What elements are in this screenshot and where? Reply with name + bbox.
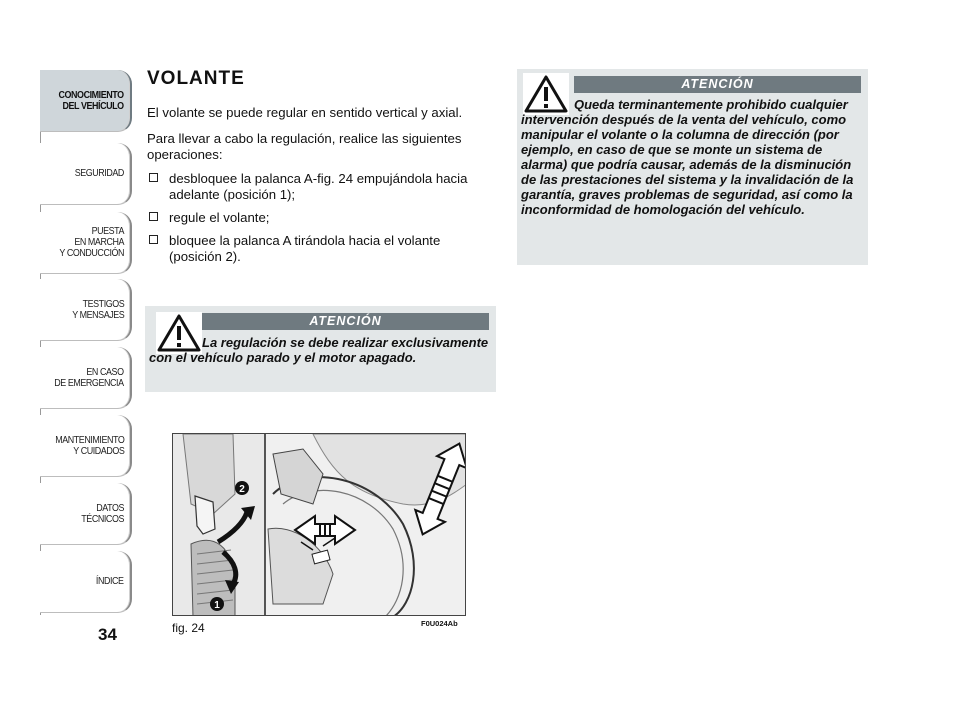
page-number: 34	[98, 625, 117, 644]
tab-label: CONOCIMIENTO DEL VEHÍCULO	[58, 88, 124, 112]
tab-label: ÍNDICE	[96, 575, 124, 587]
warning-box-right	[517, 69, 868, 265]
marker-1-label: 1	[214, 600, 220, 611]
tab-label: SEGURIDAD	[74, 167, 124, 179]
tab-mantenimiento[interactable]	[40, 415, 132, 477]
checkbox-bullet-icon	[149, 235, 158, 244]
list-item	[147, 233, 492, 265]
tab-label: MANTENIMIENTO Y CUIDADOS	[54, 433, 124, 457]
warning-heading: ATENCIÓN	[574, 76, 861, 93]
tab-puesta-en-marcha[interactable]	[40, 212, 132, 274]
steps-list	[147, 171, 492, 272]
tab-label: EN CASO DE EMERGENCIA	[54, 365, 124, 389]
tab-conocimiento-del-vehiculo[interactable]	[40, 70, 132, 132]
tab-indice[interactable]	[40, 551, 132, 613]
step-text: desbloquee la palanca A-fig. 24 empujándola hacia adelante (posición 1);	[169, 171, 468, 202]
checkbox-bullet-icon	[149, 173, 158, 182]
tab-label: TESTIGOS Y MENSAJES	[71, 297, 124, 321]
warning-heading: ATENCIÓN	[202, 313, 489, 330]
tab-label: DATOS TÉCNICOS	[81, 501, 124, 525]
instructions-intro: Para llevar a cabo la regulación, realice las siguientes operaciones:	[147, 131, 462, 162]
tab-en-caso-de-emergencia[interactable]	[40, 347, 132, 409]
tab-testigos-y-mensajes[interactable]	[40, 279, 132, 341]
tab-seguridad[interactable]	[40, 143, 132, 205]
figure-code: F0U024Ab	[421, 619, 458, 628]
step-text: regule el volante;	[169, 210, 270, 225]
marker-2-label: 2	[239, 484, 245, 495]
list-item	[147, 210, 492, 226]
checkbox-bullet-icon	[149, 212, 158, 221]
intro-paragraph: El volante se puede regular en sentido vertical y axial.	[147, 105, 463, 120]
figure-caption: fig. 24	[172, 621, 205, 635]
warning-text: Queda terminantemente prohibido cualquier intervención después de la venta del vehículo, como manipular el volante o la columna de dirección (por ejemplo, en caso de que se monte un sistema de alarma) que podría causar, además de la disminución de las prestaciones del sistema y la invalidación de la garantía, graves problemas de seguridad, así como la inconformidad de homologación del vehículo.	[521, 97, 854, 217]
list-item	[147, 171, 492, 203]
tab-datos-tecnicos[interactable]	[40, 483, 132, 545]
step-text: bloquee la palanca A tirándola hacia el volante (posición 2).	[169, 233, 441, 264]
figure-steering-adjustment	[172, 433, 466, 616]
steering-illustration	[173, 434, 466, 616]
warning-box-left	[145, 306, 496, 392]
page-title: VOLANTE	[147, 68, 245, 89]
tab-label: PUESTA EN MARCHA Y CONDUCCIÓN	[59, 225, 124, 259]
warning-text: La regulación se debe realizar exclusivamente con el vehículo parado y el motor apagado.	[149, 335, 489, 365]
